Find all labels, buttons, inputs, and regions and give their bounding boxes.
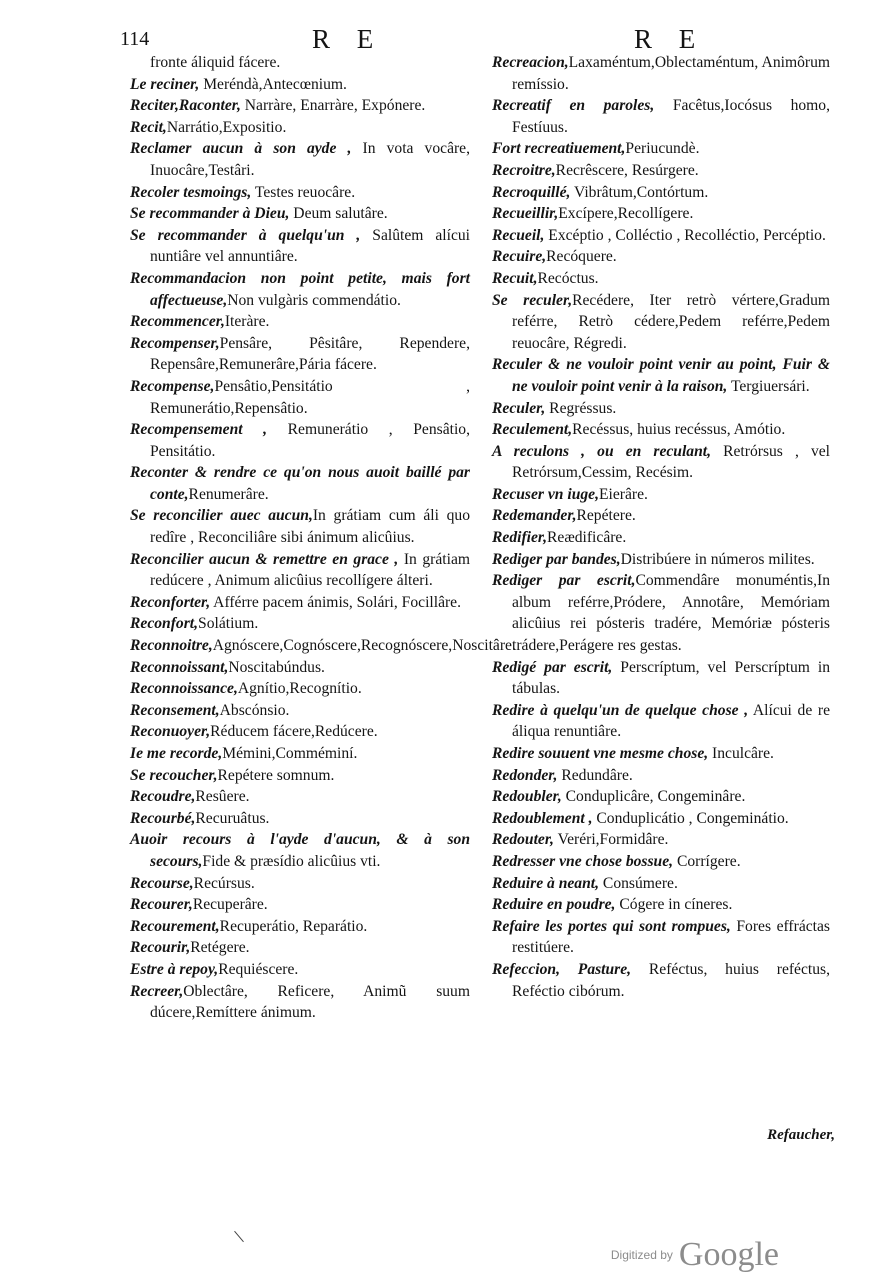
entry-translation: Recúrsus.	[193, 874, 255, 892]
entry-translation: Tergiuersári.	[727, 377, 810, 395]
dictionary-entry	[130, 419, 470, 462]
entry-headword: Se recommander à quelqu'un ,	[130, 226, 361, 244]
entry-headword: A reculons , ou en reculant,	[492, 442, 712, 460]
entry-headword: Ie me recorde,	[130, 745, 223, 762]
entry-translation: Reædificâre.	[547, 529, 627, 547]
entry-translation: Facêtus,Iocósus homo, Festíuus.	[512, 97, 830, 136]
dictionary-entry	[130, 808, 470, 830]
dictionary-entry	[492, 873, 830, 895]
dictionary-entry	[492, 290, 830, 355]
entry-headword: Reconnoitre,	[130, 637, 213, 655]
entry-translation: Reféctus, huius reféctus, Reféctio cibórum.	[512, 960, 830, 1000]
entry-headword: Recompensement ,	[130, 421, 268, 439]
entry-translation: Oblectâre, Reficere, Animũ suum dúcere,Remíttere ánimum.	[150, 982, 470, 1022]
dictionary-entry	[492, 851, 830, 873]
dictionary-entry	[492, 570, 830, 656]
entry-translation: Noscitabúndus.	[228, 658, 325, 676]
dictionary-entry	[130, 635, 516, 657]
entry-translation: Abscónsio.	[219, 701, 290, 719]
watermark-small-text: Digitized by	[610, 1248, 673, 1262]
dictionary-entry	[130, 95, 470, 117]
entry-translation: Non vulgàris commendátio.	[227, 291, 401, 309]
page-number: 114	[120, 28, 150, 50]
catchword: Refaucher,	[767, 1127, 835, 1143]
entry-headword: Se recommander à Dieu,	[130, 205, 290, 223]
entry-headword: Se reculer,	[492, 291, 573, 309]
dictionary-entry	[130, 549, 470, 592]
entry-translation: Vibrâtum,Contórtum.	[570, 183, 709, 201]
dictionary-entry	[492, 527, 830, 549]
entry-translation: Testes reuocâre.	[251, 183, 356, 201]
dictionary-entry	[492, 203, 830, 225]
entry-headword: Reconuoyer,	[130, 723, 211, 741]
entry-headword: Recourer,	[130, 896, 193, 914]
entry-translation: Agnítio,Recognítio.	[237, 680, 362, 698]
entry-translation: Commendâre monuméntis,In album reférre,Pródere, Annotâre, Memóriam alicûius rei pósteris tradére, Memóriæ pósteris trádere,Perágere res gestas.	[512, 572, 830, 655]
entry-translation: Recrêscere, Resúrgere.	[555, 161, 699, 179]
entry-translation: Solátium.	[198, 615, 259, 633]
entry-headword: Refaire les portes qui sont rompues,	[492, 917, 731, 935]
entry-headword: Reduire en poudre,	[492, 896, 616, 914]
entry-headword: Reconcilier aucun & remettre en grace ,	[130, 550, 399, 568]
entry-translation: In vota vocâre, Inuocâre,Testâri.	[150, 140, 470, 179]
entry-translation: Pensâre, Pêsitâre, Rependere, Repensâre,Remunerâre,Pária fácere.	[150, 334, 470, 374]
entry-translation: Eierâre.	[599, 485, 648, 503]
running-head-right: R E	[634, 24, 706, 54]
dictionary-entry	[130, 743, 470, 765]
entry-translation: Repétere.	[576, 507, 636, 525]
dictionary-entry	[130, 765, 470, 787]
entry-translation: Deum salutâre.	[289, 205, 388, 223]
entry-headword: Estre à repoy,	[130, 960, 219, 978]
entry-headword: Reciter,Raconter,	[130, 97, 241, 115]
entry-headword: Redresser vne chose bossue,	[492, 852, 674, 870]
dictionary-entry	[492, 808, 830, 830]
dictionary-entry	[492, 246, 830, 268]
entry-translation: Regréssus.	[545, 399, 617, 417]
entry-translation: Corrígere.	[673, 852, 741, 870]
digitized-watermark	[611, 1236, 779, 1274]
entry-translation: fronte áliquid fácere.	[150, 54, 281, 71]
entry-headword: Redire à quelqu'un de quelque chose ,	[492, 701, 749, 719]
entry-headword: Reconnoissant,	[130, 658, 229, 676]
entry-headword: Reclamer aucun à son ayde ,	[130, 140, 352, 158]
entry-translation: Excípere,Recollígere.	[558, 205, 694, 223]
entry-translation: Agnóscere,Cognóscere,Recognóscere,Noscitâre.	[212, 637, 516, 655]
dictionary-entry	[492, 95, 830, 138]
entry-translation: Retégere.	[190, 939, 250, 957]
entry-headword: Recroquillé,	[492, 183, 571, 201]
entry-headword: Redonder,	[492, 766, 558, 784]
dictionary-entry	[130, 138, 470, 181]
dictionary-entry	[492, 786, 830, 808]
dictionary-entry	[492, 441, 830, 484]
dictionary-entry	[492, 829, 830, 851]
entry-headword: Redire souuent vne mesme chose,	[492, 745, 709, 762]
entry-headword: Redigé par escrit,	[492, 658, 613, 676]
dictionary-entry	[130, 182, 470, 204]
entry-translation: Inculcâre.	[708, 745, 774, 762]
entry-translation: Recóquere.	[546, 248, 617, 266]
entry-translation: Renumerâre.	[188, 485, 269, 503]
entry-translation: Requiéscere.	[218, 960, 299, 978]
entry-headword: Rediger par escrit,	[492, 572, 636, 590]
entry-headword: Se reconcilier auec aucun,	[130, 507, 313, 525]
entry-headword: Reconnoissance,	[130, 680, 238, 698]
entry-translation: Repétere somnum.	[217, 766, 335, 784]
dictionary-entry	[130, 959, 470, 981]
right-column	[492, 52, 830, 1002]
dictionary-entry	[130, 657, 470, 679]
entry-headword: Recourbé,	[130, 809, 196, 827]
entry-headword: Redemander,	[492, 507, 577, 525]
entry-translation: Recéssus, huius recéssus, Amótio.	[572, 421, 786, 439]
dictionary-entry	[130, 376, 470, 419]
entry-translation: Perscríptum, vel Perscríptum in tábulas.	[512, 658, 831, 698]
dictionary-entry	[492, 354, 830, 397]
dictionary-entry	[130, 268, 470, 311]
dictionary-entry	[130, 829, 470, 872]
dictionary-entry	[130, 52, 470, 74]
entry-translation: Recuruâtus.	[195, 809, 270, 827]
running-head-left: R E	[312, 24, 384, 54]
dictionary-entry	[130, 700, 470, 722]
dictionary-entry	[492, 700, 830, 743]
entry-headword: Recourement,	[130, 917, 220, 935]
entry-translation: Redundâre.	[557, 766, 633, 784]
dictionary-entry	[130, 333, 470, 376]
dictionary-entry	[130, 592, 470, 614]
dictionary-entry	[492, 657, 830, 700]
entry-headword: Le reciner,	[130, 75, 200, 93]
dictionary-entry	[130, 225, 470, 268]
entry-headword: Reduire à neant,	[492, 874, 600, 892]
entry-headword: Recueil,	[492, 226, 545, 244]
entry-translation: Iteràre.	[224, 313, 270, 331]
entry-headword: Refeccion, Pasture,	[492, 960, 632, 978]
entry-translation: Consúmere.	[599, 874, 678, 892]
entry-headword: Reconforter,	[130, 593, 211, 611]
dictionary-entry	[492, 959, 830, 1002]
dictionary-entry	[130, 678, 470, 700]
dictionary-entry	[492, 160, 830, 182]
dictionary-entry	[130, 786, 470, 808]
entry-headword: Redoubler,	[492, 788, 562, 806]
entry-headword: Recoudre,	[130, 788, 196, 806]
entry-headword: Recompenser,	[130, 334, 220, 352]
entry-headword: Recuire,	[492, 248, 547, 266]
entry-translation: Laxaméntum,Oblectaméntum, Animôrum remíssio.	[512, 54, 830, 93]
entry-headword: Se recoucher,	[130, 766, 218, 784]
dictionary-entry	[130, 613, 470, 635]
dictionary-entry	[492, 505, 830, 527]
dictionary-entry	[130, 937, 470, 959]
entry-headword: Recuit,	[492, 269, 538, 287]
dictionary-entry	[130, 916, 470, 938]
entry-translation: Conduplicâre, Congeminâre.	[561, 788, 746, 806]
dictionary-entry	[492, 743, 830, 765]
entry-headword: Recueillir,	[492, 205, 559, 223]
dictionary-entry	[492, 916, 830, 959]
entry-translation: Conduplicátio , Congeminátio.	[592, 809, 789, 827]
dictionary-entry	[492, 894, 830, 916]
entry-headword: Redifier,	[492, 529, 548, 547]
dictionary-entry	[130, 894, 470, 916]
entry-headword: Recreatif en paroles,	[492, 97, 655, 115]
entry-headword: Recreer,	[130, 982, 184, 1000]
entry-translation: Recédere, Iter retrò vértere,Gradum reférre, Retrò cédere,Pedem reférre,Pedem reuocâre, Régredi.	[512, 291, 830, 352]
entry-translation: In grátiam cum áli quo redîre , Reconciliâre sibi ánimum alicûius.	[150, 507, 470, 547]
dictionary-entry	[130, 311, 470, 333]
dictionary-entry	[492, 549, 830, 571]
entry-headword: Reconter & rendre ce qu'on nous auoit baillé par conte,	[130, 464, 470, 503]
dictionary-entry	[130, 981, 470, 1024]
entry-headword: Redouter,	[492, 831, 554, 849]
entry-translation: Veréri,Formidâre.	[553, 831, 669, 849]
entry-translation: Resûere.	[195, 788, 250, 806]
entry-headword: Recuser vn iuge,	[492, 485, 599, 503]
entry-translation: Cógere in cíneres.	[615, 896, 733, 914]
entry-translation: Pensâtio,Pensitátio , Remunerátio,Repensâtio.	[150, 377, 470, 417]
dictionary-entry	[130, 74, 470, 96]
entry-translation: Fide & præsídio alicûius vti.	[202, 852, 381, 870]
entry-translation: Recóctus.	[537, 269, 599, 287]
entry-translation: Meréndà,Antecœnium.	[199, 75, 347, 93]
entry-headword: Recreacion,	[492, 54, 569, 71]
entry-headword: Reculement,	[492, 421, 573, 439]
entry-headword: Reculer,	[492, 399, 546, 417]
entry-headword: Reconfort,	[130, 615, 199, 633]
entry-headword: Redoublement ,	[492, 809, 593, 827]
dictionary-entry	[492, 419, 830, 441]
entry-translation: Excéptio , Colléctio , Recolléctio, Percéptio.	[544, 226, 826, 244]
entry-headword: Recit,	[130, 118, 167, 136]
stray-mark	[234, 1231, 244, 1242]
entry-translation: In grátiam redúcere , Animum alicûius recollígere álteri.	[150, 550, 470, 590]
entry-translation: Distribúere in números milites.	[620, 550, 815, 568]
dictionary-entry	[130, 721, 470, 743]
entry-translation: Salûtem alícui nuntiâre vel annuntiâre.	[150, 226, 470, 266]
entry-translation: Recuperátio, Reparátio.	[219, 917, 368, 935]
dictionary-entry	[130, 117, 470, 139]
watermark-logo-text: Google	[678, 1236, 779, 1273]
dictionary-entry	[130, 873, 470, 895]
entry-translation: Réducem fácere,Redúcere.	[210, 723, 378, 741]
dictionary-entry	[492, 52, 830, 95]
entry-translation: Remunerátio , Pensâtio, Pensitátio.	[150, 421, 470, 460]
entry-translation: Alícui de re áliqua renuntiâre.	[512, 701, 830, 741]
dictionary-entry	[492, 182, 830, 204]
entry-translation: Periucundè.	[625, 140, 700, 158]
dictionary-entry	[130, 462, 470, 505]
dictionary-entry	[492, 138, 830, 160]
entry-headword: Fort recreatiuement,	[492, 140, 626, 158]
entry-headword: Reconsement,	[130, 701, 220, 719]
entry-translation: Recuperâre.	[192, 896, 268, 914]
dictionary-entry	[492, 398, 830, 420]
entry-headword: Rediger par bandes,	[492, 550, 621, 568]
entry-headword: Reculer & ne vouloir point venir au point, Fuir & ne vouloir point venir à la raison,	[492, 356, 830, 395]
entry-headword: Recourir,	[130, 939, 191, 957]
entry-headword: Recompense,	[130, 377, 215, 395]
entry-translation: Afférre pacem ánimis, Solári, Focillâre.	[210, 593, 462, 611]
entry-headword: Auoir recours à l'ayde d'aucun, & à son secours,	[130, 831, 470, 870]
entry-headword: Recommencer,	[130, 313, 225, 331]
entry-translation: Narrátio,Expositio.	[166, 118, 287, 136]
entry-translation: Narràre, Enarràre, Expónere.	[240, 97, 426, 115]
dictionary-entry	[492, 225, 830, 247]
entry-translation: Retrórsus , vel Retrórsum,Cessim, Recésim.	[512, 442, 830, 482]
dictionary-entry	[130, 505, 470, 548]
entry-headword: Recommandacion non point petite, mais fort affectueuse,	[130, 269, 470, 309]
entry-translation: Fores effráctas restitúere.	[512, 917, 830, 957]
entry-headword: Recourse,	[130, 874, 194, 892]
dictionary-entry	[492, 268, 830, 290]
entry-headword: Recroitre,	[492, 161, 556, 179]
dictionary-entry	[492, 765, 830, 787]
dictionary-entry	[492, 484, 830, 506]
entry-headword: Recoler tesmoings,	[130, 183, 252, 201]
dictionary-entry	[130, 203, 470, 225]
entry-translation: Mémini,Comméminí.	[222, 745, 358, 762]
